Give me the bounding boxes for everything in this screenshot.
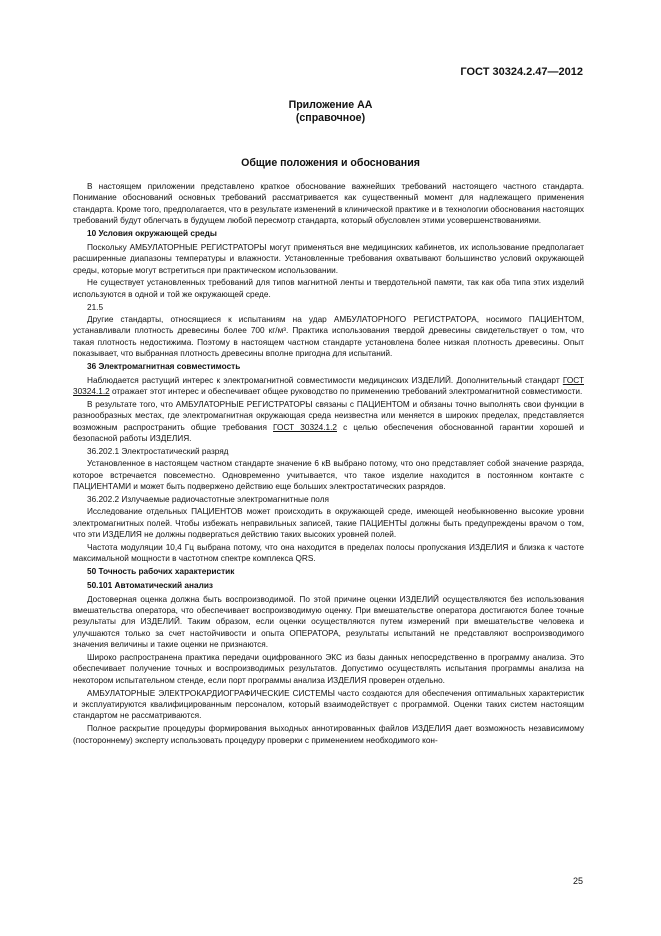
section-36-paragraph-5: Частота модуляции 10,4 Гц выбрана потому, что она находится в пределах полосы пропускания ИЗДЕЛИЯ и близка к частоте максимальной мощности в частотном спектре комплекса QRS. [73, 542, 584, 564]
section-50-heading: 50 Точность рабочих характеристик [87, 567, 235, 577]
intro-paragraph: В настоящем приложении представлено краткое обоснование важнейших требований настоящего частного стандарта. Понимание обоснований основных требований рассматривается как существенный момент для надлежащего применения стандарта. Кроме того, предполагается, что в результате изменений в клинической практике и в технологии обоснования настоящих требований будут облегчать в будущем любой пересмотр стандарта, который обусловлен этими усовершенствованиями. [73, 182, 584, 226]
appendix-heading [0, 99, 661, 125]
section-50-paragraph-4: Полное раскрытие процедуры формирования выходных аннотированных файлов ИЗДЕЛИЯ дает возможность независимому (постороннему) эксперту использовать процедуру проверки с применением необходимого кон- [73, 724, 584, 745]
clause-21-5: 21.5 [87, 302, 104, 312]
section-50-paragraph-3: АМБУЛАТОРНЫЕ ЭЛЕКТРОКАРДИОГРАФИЧЕСКИЕ СИСТЕМЫ часто создаются для обеспечения оптимальных характеристик и эксплуатируются квалифицированным персоналом, который взаимодействует с программой. Оценки таких систем настоящим стандартом не рассматриваются. [73, 688, 584, 721]
clause-36-202-1: 36.202.1 Электростатический разряд [87, 446, 229, 456]
section-50-paragraph-1: Достоверная оценка должна быть воспроизводимой. По этой причине оценки ИЗДЕЛИЙ осуществляются без использования вмешательства оператора, что обеспечивает воспроизводимую оценку. При вмешательстве оператора достигаются более точные результаты для ИЗДЕЛИЙ. Таким образом, если оценки осуществляются путем измерений при вмешательстве человека и улучшаются только за счет настойчивости и опыта ОПЕРАТОРА, результаты испытаний не представляют воспроизводимого значения величины и такие оценки не признаются. [73, 594, 584, 650]
section-50-101-heading: 50.101 Автоматический анализ [87, 580, 213, 590]
appendix-subtitle: (справочное) [295, 112, 366, 124]
section-title: Общие положения и обоснования [241, 157, 420, 169]
standard-link[interactable]: ГОСТ 30324.1.2 [73, 375, 584, 397]
section-50-paragraph-2: Широко распространена практика передачи оцифрованного ЭКС из базы данных непосредственно в программу анализа. Это обеспечивает получение точных и воспроизводимых результатов. Допустимо осуществлять испытания программы анализа на некотором испытательном стенде, если порт программы анализа ИЗДЕЛИЯ проверен отдельно. [73, 652, 584, 685]
section-36-paragraph-3: Установленное в настоящем частном стандарте значение 6 кВ выбрано потому, что оно представляет собой значение разряда, которое встречается повсеместно. Одновременно учитывается, что такое изделие находится в постоянном контакте с ПАЦИЕНТАМИ и может быть подвержено действию еще больших электростатических разрядов. [73, 459, 584, 492]
section-36-heading: 36 Электромагнитная совместимость [87, 361, 241, 371]
standard-header: ГОСТ 30324.2.47—2012 [460, 66, 583, 78]
section-10-paragraph-1: Поскольку АМБУЛАТОРНЫЕ РЕГИСТРАТОРЫ могут применяться вне медицинских кабинетов, их использование предполагает расширенные диапазоны температуры и влажности. Установленные требования охватывают большинство условий окружающей среды, которые могут встретиться при практическом использовании. [73, 242, 584, 275]
page-number: 25 [572, 876, 583, 886]
section-36-paragraph-4: Исследование отдельных ПАЦИЕНТОВ может происходить в окружающей среде, имеющей необыкновенно высокие уровни электромагнитных полей. Чтобы избежать неправильных записей, такие ПАЦИЕНТЫ должны быть предупреждены врачом о том, что эти ИЗДЕЛИЯ не должны подвергаться действию таких высоких уровней полей. [73, 507, 584, 540]
appendix-title: Приложение АА [288, 99, 373, 111]
section-10-paragraph-3: Другие стандарты, относящиеся к испытаниям на удар АМБУЛАТОРНОГО РЕГИСТРАТОРА, носимого ПАЦИЕНТОМ, устанавливали плотность древесины более 700 кг/м³. Практика использования твердой древесины свидетельствует о том, что такая плотность недостижима. Поэтому в настоящем частном стандарте установлена более низкая плотность древесины. Опыт показывает, что выбранная плотность древесины вполне пригодна для испытаний. [73, 314, 584, 359]
section-36-paragraph-2: В результате того, что АМБУЛАТОРНЫЕ РЕГИСТРАТОРЫ связаны с ПАЦИЕНТОМ и обязаны точно выполнять свои функции в разнообразных местах, где электромагнитная окружающая среда неизвестна или меняется в широких пределах, представляется возможным распространить общие требования ГОСТ 30324.1.2 с целью обеспечения обоснованной гарантии хорошей и безопасной работы ИЗДЕЛИЯ. [73, 399, 584, 444]
document-body [73, 181, 584, 747]
section-10-paragraph-2: Не существует установленных требований для типов магнитной ленты и твердотельной памяти, так как оба типа этих изделий используются в одной и той же окружающей среде. [73, 278, 584, 299]
section-36-paragraph-1: Наблюдается растущий интерес к электромагнитной совместимости медицинских ИЗДЕЛИЙ. Дополнительный стандарт ГОСТ 30324.1.2 отражает этот интерес и обеспечивает общее руководство по применению требований электромагнитной совместимости. [73, 375, 584, 397]
section-10-heading: 10 Условия окружающей среды [87, 229, 217, 239]
clause-36-202-2: 36.202.2 Излучаемые радиочастотные электромагнитные поля [87, 494, 329, 504]
standard-link[interactable]: ГОСТ 30324.1.2 [273, 422, 337, 432]
